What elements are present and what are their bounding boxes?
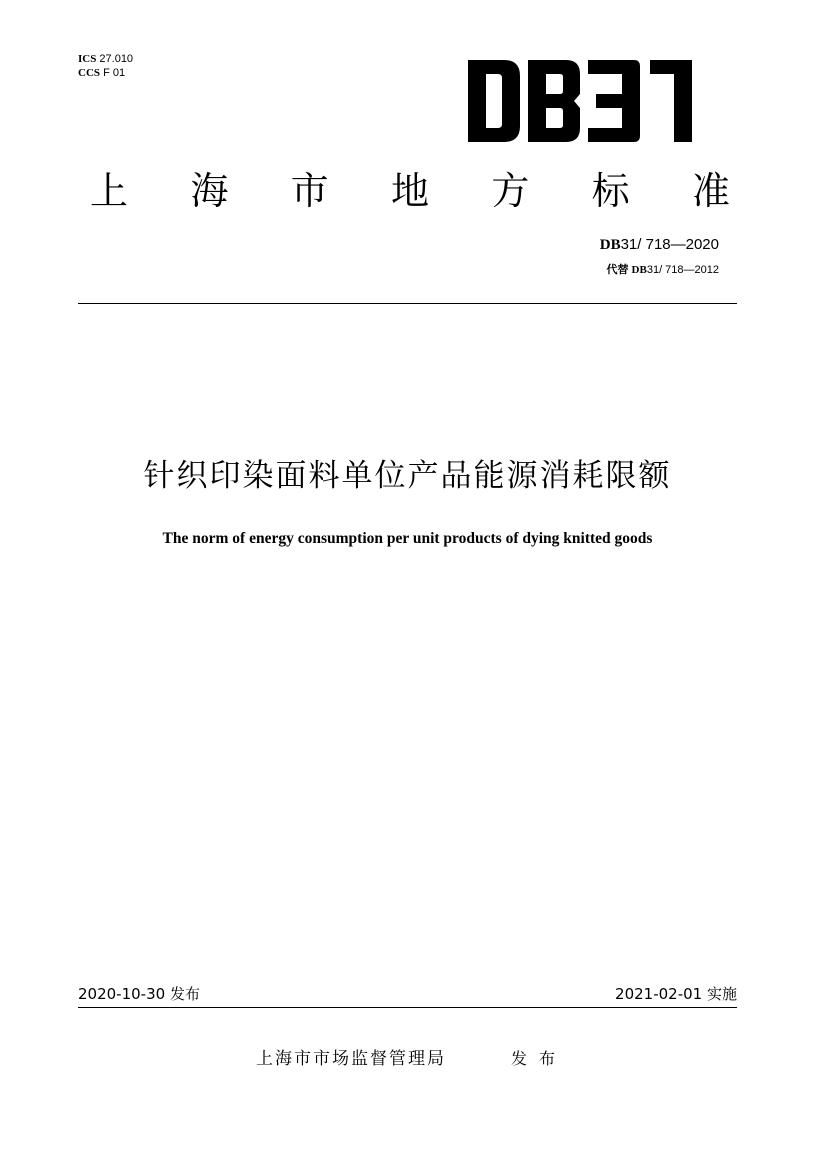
issuing-authority: 上海市市场监督管理局 — [256, 1049, 446, 1069]
classification-codes — [78, 52, 133, 80]
ccs-line: CCS F 01 — [78, 67, 126, 79]
standard-type-char: 准 — [691, 169, 730, 213]
db31-logo — [468, 60, 694, 142]
header-divider — [78, 303, 737, 304]
standard-type-char: 标 — [591, 169, 630, 213]
standard-type-char: 海 — [190, 169, 229, 213]
title-chinese: 针织印染面料单位产品能源消耗限额 — [143, 458, 672, 494]
ics-code: 27.010 — [99, 53, 134, 65]
issue-label: 发布 — [511, 1049, 568, 1068]
replaces-standard: 代替 DB31/ 718—2012 — [606, 263, 719, 276]
standard-type-char: 上 — [90, 169, 129, 213]
standard-number: DB31/ 718—2020 — [599, 236, 719, 253]
release-date: 2020-10-30 发布 — [78, 985, 200, 1003]
ics-line: ICS 27.010 — [78, 53, 134, 65]
standard-type-title — [90, 166, 730, 216]
standard-type-char: 方 — [491, 169, 530, 213]
ccs-code: F 01 — [103, 67, 126, 79]
standard-type-char: 市 — [290, 169, 329, 213]
implementation-date: 2021-02-01 实施 — [615, 985, 737, 1003]
footer-divider — [78, 1007, 737, 1008]
standard-type-char: 地 — [390, 169, 429, 213]
title-english: The norm of energy consumption per unit products of dying knitted goods — [162, 530, 653, 547]
